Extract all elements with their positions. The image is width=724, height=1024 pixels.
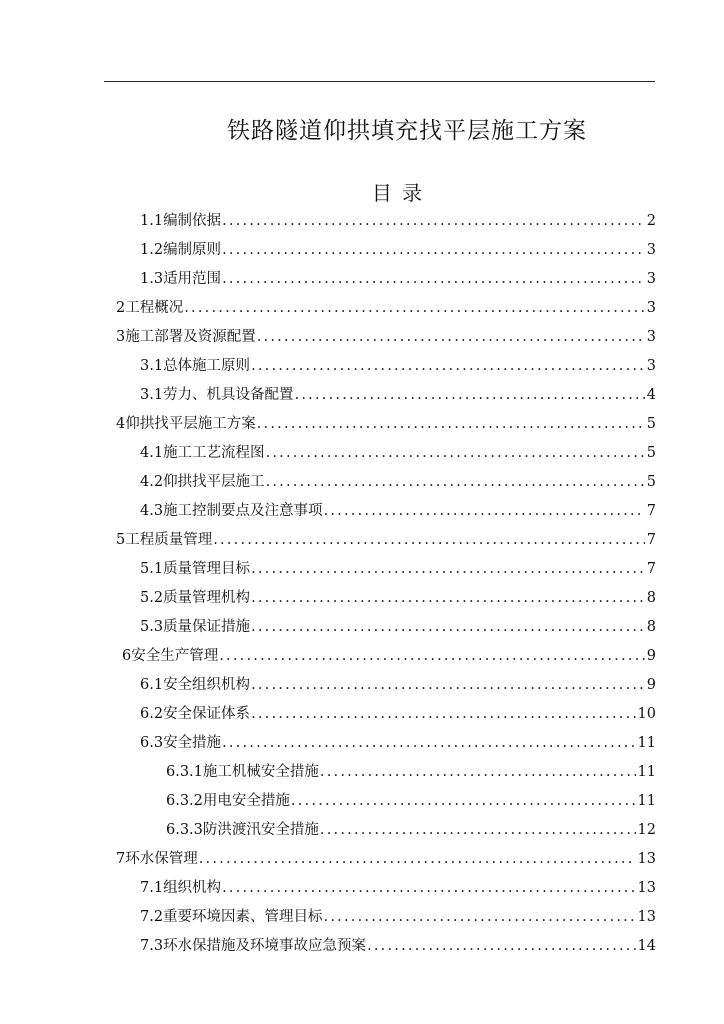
toc-entry-title: 劳力、机具设备配置: [163, 387, 294, 403]
toc-entry-title: 重要环境因素、管理目标: [163, 909, 323, 925]
toc-entry-page: 11: [637, 793, 656, 809]
toc-entry-number: 3.1: [140, 358, 164, 374]
toc-entry-page: 3: [646, 329, 656, 345]
toc-entry-number: 5.1: [140, 561, 164, 577]
toc-entry-number: 7.1: [140, 880, 164, 896]
dot-leader: [251, 619, 645, 635]
toc-entry-6[interactable]: [122, 644, 656, 666]
toc-entry-page: 12: [637, 822, 656, 838]
toc-entry-4-1[interactable]: [140, 441, 656, 463]
dot-leader: [251, 706, 635, 722]
toc-entry-5[interactable]: [116, 528, 656, 550]
toc-entry-1-3[interactable]: [140, 267, 656, 289]
toc-entry-title: 工程概况: [125, 300, 184, 316]
toc-entry-7-1[interactable]: [140, 876, 656, 898]
dot-leader: [184, 300, 645, 316]
dot-leader: [367, 938, 635, 954]
toc-entry-4-2[interactable]: [140, 470, 656, 492]
toc-entry-title: 施工机械安全措施: [202, 764, 319, 780]
toc-entry-page: 4: [646, 387, 656, 403]
toc-entry-page: 5: [646, 445, 656, 461]
toc-entry-number: 6.3.3: [166, 822, 203, 838]
dot-leader: [222, 271, 645, 287]
toc-entry-page: 13: [637, 880, 656, 896]
toc-entry-title: 仰拱找平层施工: [163, 474, 265, 490]
dot-leader: [219, 648, 645, 664]
toc-entry-5-1[interactable]: [140, 557, 656, 579]
dot-leader: [291, 793, 636, 809]
toc-entry-page: 3: [646, 242, 656, 258]
toc-entry-number: 7.2: [140, 909, 164, 925]
dot-leader: [257, 416, 645, 432]
toc-entry-2[interactable]: [116, 296, 656, 318]
toc-entry-6-3[interactable]: [140, 731, 656, 753]
toc-entry-page: 13: [637, 909, 656, 925]
dot-leader: [222, 880, 635, 896]
dot-leader: [324, 909, 636, 925]
toc-entry-page: 7: [646, 561, 656, 577]
toc-entry-page: 11: [637, 735, 656, 751]
toc-entry-title: 环水保管理: [125, 851, 198, 867]
toc-entry-title: 质量管理目标: [163, 561, 251, 577]
toc-entry-number: 1.3: [140, 271, 164, 287]
dot-leader: [251, 590, 645, 606]
toc-entry-title: 仰拱找平层施工方案: [125, 416, 256, 432]
toc-entry-page: 14: [637, 938, 656, 954]
toc-entry-page: 2: [646, 213, 656, 229]
toc-entry-page: 7: [646, 503, 656, 519]
dot-leader: [295, 387, 645, 403]
toc-entry-number: 7: [116, 851, 126, 867]
toc-entry-7-2[interactable]: [140, 905, 656, 927]
dot-leader: [324, 503, 645, 519]
toc-entry-6-1[interactable]: [140, 673, 656, 695]
toc-entry-1-2[interactable]: [140, 238, 656, 260]
toc-entry-page: 5: [646, 416, 656, 432]
toc-entry-page: 9: [646, 677, 656, 693]
toc-entry-page: 10: [637, 706, 656, 722]
toc-entry-page: 5: [646, 474, 656, 490]
toc-entry-title: 安全生产管理: [131, 648, 219, 664]
toc-entry-1-1[interactable]: [140, 209, 656, 231]
toc-entry-page: 7: [646, 532, 656, 548]
toc-entry-page: 8: [646, 590, 656, 606]
toc-entry-5-2[interactable]: [140, 586, 656, 608]
toc-entry-title: 用电安全措施: [202, 793, 290, 809]
toc-entry-number: 6.3: [140, 735, 164, 751]
toc-entry-title: 编制依据: [163, 213, 222, 229]
toc-entry-number: 4.1: [140, 445, 164, 461]
dot-leader: [251, 677, 645, 693]
toc-entry-page: 8: [646, 619, 656, 635]
toc-entry-page: 3: [646, 300, 656, 316]
toc-entry-title: 施工控制要点及注意事项: [163, 503, 323, 519]
toc-entry-7[interactable]: [116, 847, 656, 869]
dot-leader: [257, 329, 645, 345]
toc-entry-page: 13: [637, 851, 656, 867]
toc-entry-3[interactable]: [116, 325, 656, 347]
dot-leader: [251, 561, 645, 577]
toc-entry-title: 安全保证体系: [163, 706, 251, 722]
toc-entry-number: 6.2: [140, 706, 164, 722]
dot-leader: [266, 445, 645, 461]
toc-entry-number: 1.1: [140, 213, 164, 229]
toc-entry-number: 6.1: [140, 677, 164, 693]
toc-entry-6-3-1[interactable]: [166, 760, 656, 782]
dot-leader: [199, 851, 636, 867]
toc-entry-7-3[interactable]: [140, 934, 656, 956]
toc-entry-page: 3: [646, 358, 656, 374]
toc-entry-number: 4: [116, 416, 126, 432]
toc-entry-number: 3: [116, 329, 126, 345]
toc-entry-number: 5.2: [140, 590, 164, 606]
toc-entry-5-3[interactable]: [140, 615, 656, 637]
toc-entry-number: 5: [116, 532, 126, 548]
dot-leader: [266, 474, 645, 490]
toc-entry-page: 11: [637, 764, 656, 780]
document-title: 铁路隧道仰拱填充找平层施工方案: [227, 118, 587, 144]
dot-leader: [222, 735, 635, 751]
toc-entry-number: 5.3: [140, 619, 164, 635]
toc-entry-title: 编制原则: [163, 242, 222, 258]
toc-entry-title: 安全组织机构: [163, 677, 251, 693]
dot-leader: [222, 242, 645, 258]
toc-entry-6-3-3[interactable]: [166, 818, 656, 840]
dot-leader: [251, 358, 645, 374]
toc-heading: 目 录: [371, 181, 425, 205]
toc-entry-title: 组织机构: [163, 880, 222, 896]
toc-entry-6-3-2[interactable]: [166, 789, 656, 811]
toc-entry-4[interactable]: [116, 412, 656, 434]
dot-leader: [320, 764, 636, 780]
toc-entry-6-2[interactable]: [140, 702, 656, 724]
toc-entry-number: 4.3: [140, 503, 164, 519]
toc-entry-title: 环水保措施及环境事故应急预案: [163, 938, 367, 954]
toc-entry-title: 安全措施: [163, 735, 222, 751]
toc-entry-3-1-principles[interactable]: [140, 354, 656, 376]
toc-entry-title: 适用范围: [163, 271, 222, 287]
toc-entry-page: 9: [646, 648, 656, 664]
toc-entry-title: 质量管理机构: [163, 590, 251, 606]
toc-entry-title: 防洪渡汛安全措施: [202, 822, 319, 838]
toc-entry-number: 4.2: [140, 474, 164, 490]
toc-entry-title: 施工工艺流程图: [163, 445, 265, 461]
toc-entry-number: 3.1: [140, 387, 164, 403]
dot-leader: [320, 822, 636, 838]
toc-entry-number: 2: [116, 300, 126, 316]
dot-leader: [222, 213, 645, 229]
toc-entry-number: 7.3: [140, 938, 164, 954]
toc-entry-title: 质量保证措施: [163, 619, 251, 635]
toc-entry-number: 6: [122, 648, 132, 664]
toc-entry-title: 工程质量管理: [125, 532, 213, 548]
toc-entry-title: 施工部署及资源配置: [125, 329, 256, 345]
toc-entry-title: 总体施工原则: [163, 358, 251, 374]
toc-entry-4-3[interactable]: [140, 499, 656, 521]
dot-leader: [213, 532, 645, 548]
toc-entry-page: 3: [646, 271, 656, 287]
toc-entry-3-1-resources[interactable]: [140, 383, 656, 405]
toc-entry-number: 1.2: [140, 242, 164, 258]
toc-entry-number: 6.3.2: [166, 793, 203, 809]
toc-entry-number: 6.3.1: [166, 764, 203, 780]
